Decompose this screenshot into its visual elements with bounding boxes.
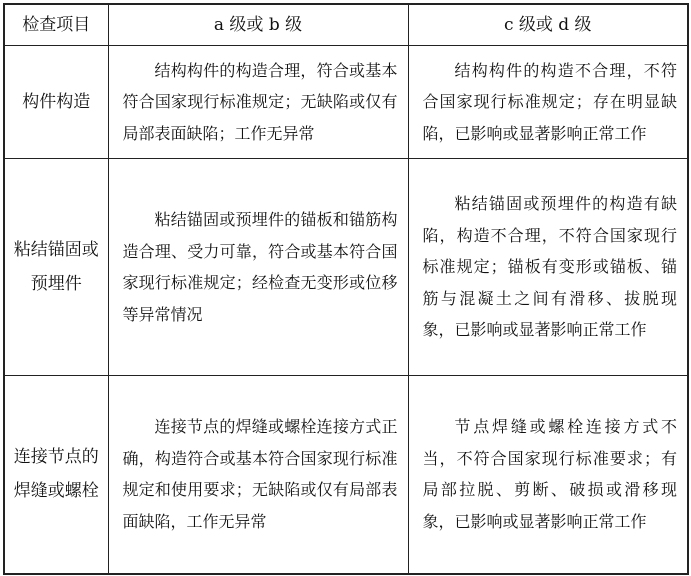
- table-row: [4, 159, 688, 376]
- item-cell: [4, 376, 108, 574]
- inspection-table-container: [3, 3, 687, 571]
- grade-cd-cell: [408, 376, 688, 574]
- grade-ab-text: 粘结锚固或预埋件的锚板和锚筋构造合理、受力可靠，符合或基本符合国家现行标准规定；经检查无变形或位移等异常情况: [122, 210, 398, 324]
- grade-cd-cell: [408, 46, 688, 159]
- grade-ab-cell: [108, 159, 408, 376]
- item-cell: [4, 159, 108, 376]
- inspection-table: [3, 3, 689, 575]
- grade-ab-text: 结构构件的构造合理，符合或基本符合国家现行标准规定；无缺陷或仅有局部表面缺陷；工作无异常: [122, 60, 398, 143]
- header-inspection-item: 检查项目: [4, 4, 108, 46]
- item-cell: [4, 46, 108, 159]
- grade-cd-text: 结构构件的构造不合理，不符合国家现行标准规定；存在明显缺陷，已影响或显著影响正常工作: [422, 60, 677, 143]
- table-row: [4, 376, 688, 574]
- header-grade-a-or-b: a 级或 b 级: [108, 4, 408, 46]
- grade-ab-text: 连接节点的焊缝或螺栓连接方式正确，构造符合或基本符合国家现行标准规定和使用要求；无缺陷或仅有局部表面缺陷，工作无异常: [122, 417, 398, 531]
- header-grade-c-or-d: c 级或 d 级: [408, 4, 688, 46]
- grade-cd-text: 粘结锚固或预埋件的构造有缺陷，构造不合理，不符合国家现行标准规定；锚板有变形或锚板、锚筋与混凝土之间有滑移、拔脱现象，已影响或显著影响正常工作: [422, 194, 677, 340]
- item-label: 粘结锚固或预埋件: [13, 240, 99, 294]
- item-label: 连接节点的焊缝或螺栓: [13, 447, 99, 502]
- grade-ab-cell: [108, 376, 408, 574]
- table-row: [4, 46, 688, 159]
- grade-cd-cell: [408, 159, 688, 376]
- grade-ab-cell: [108, 46, 408, 159]
- grade-cd-text: 节点焊缝或螺栓连接方式不当，不符合国家现行标准要求；有局部拉脱、剪断、破损或滑移现象，已影响或显著影响正常工作: [422, 417, 677, 531]
- table-header-row: [4, 4, 688, 46]
- item-label: 构件构造: [22, 92, 91, 112]
